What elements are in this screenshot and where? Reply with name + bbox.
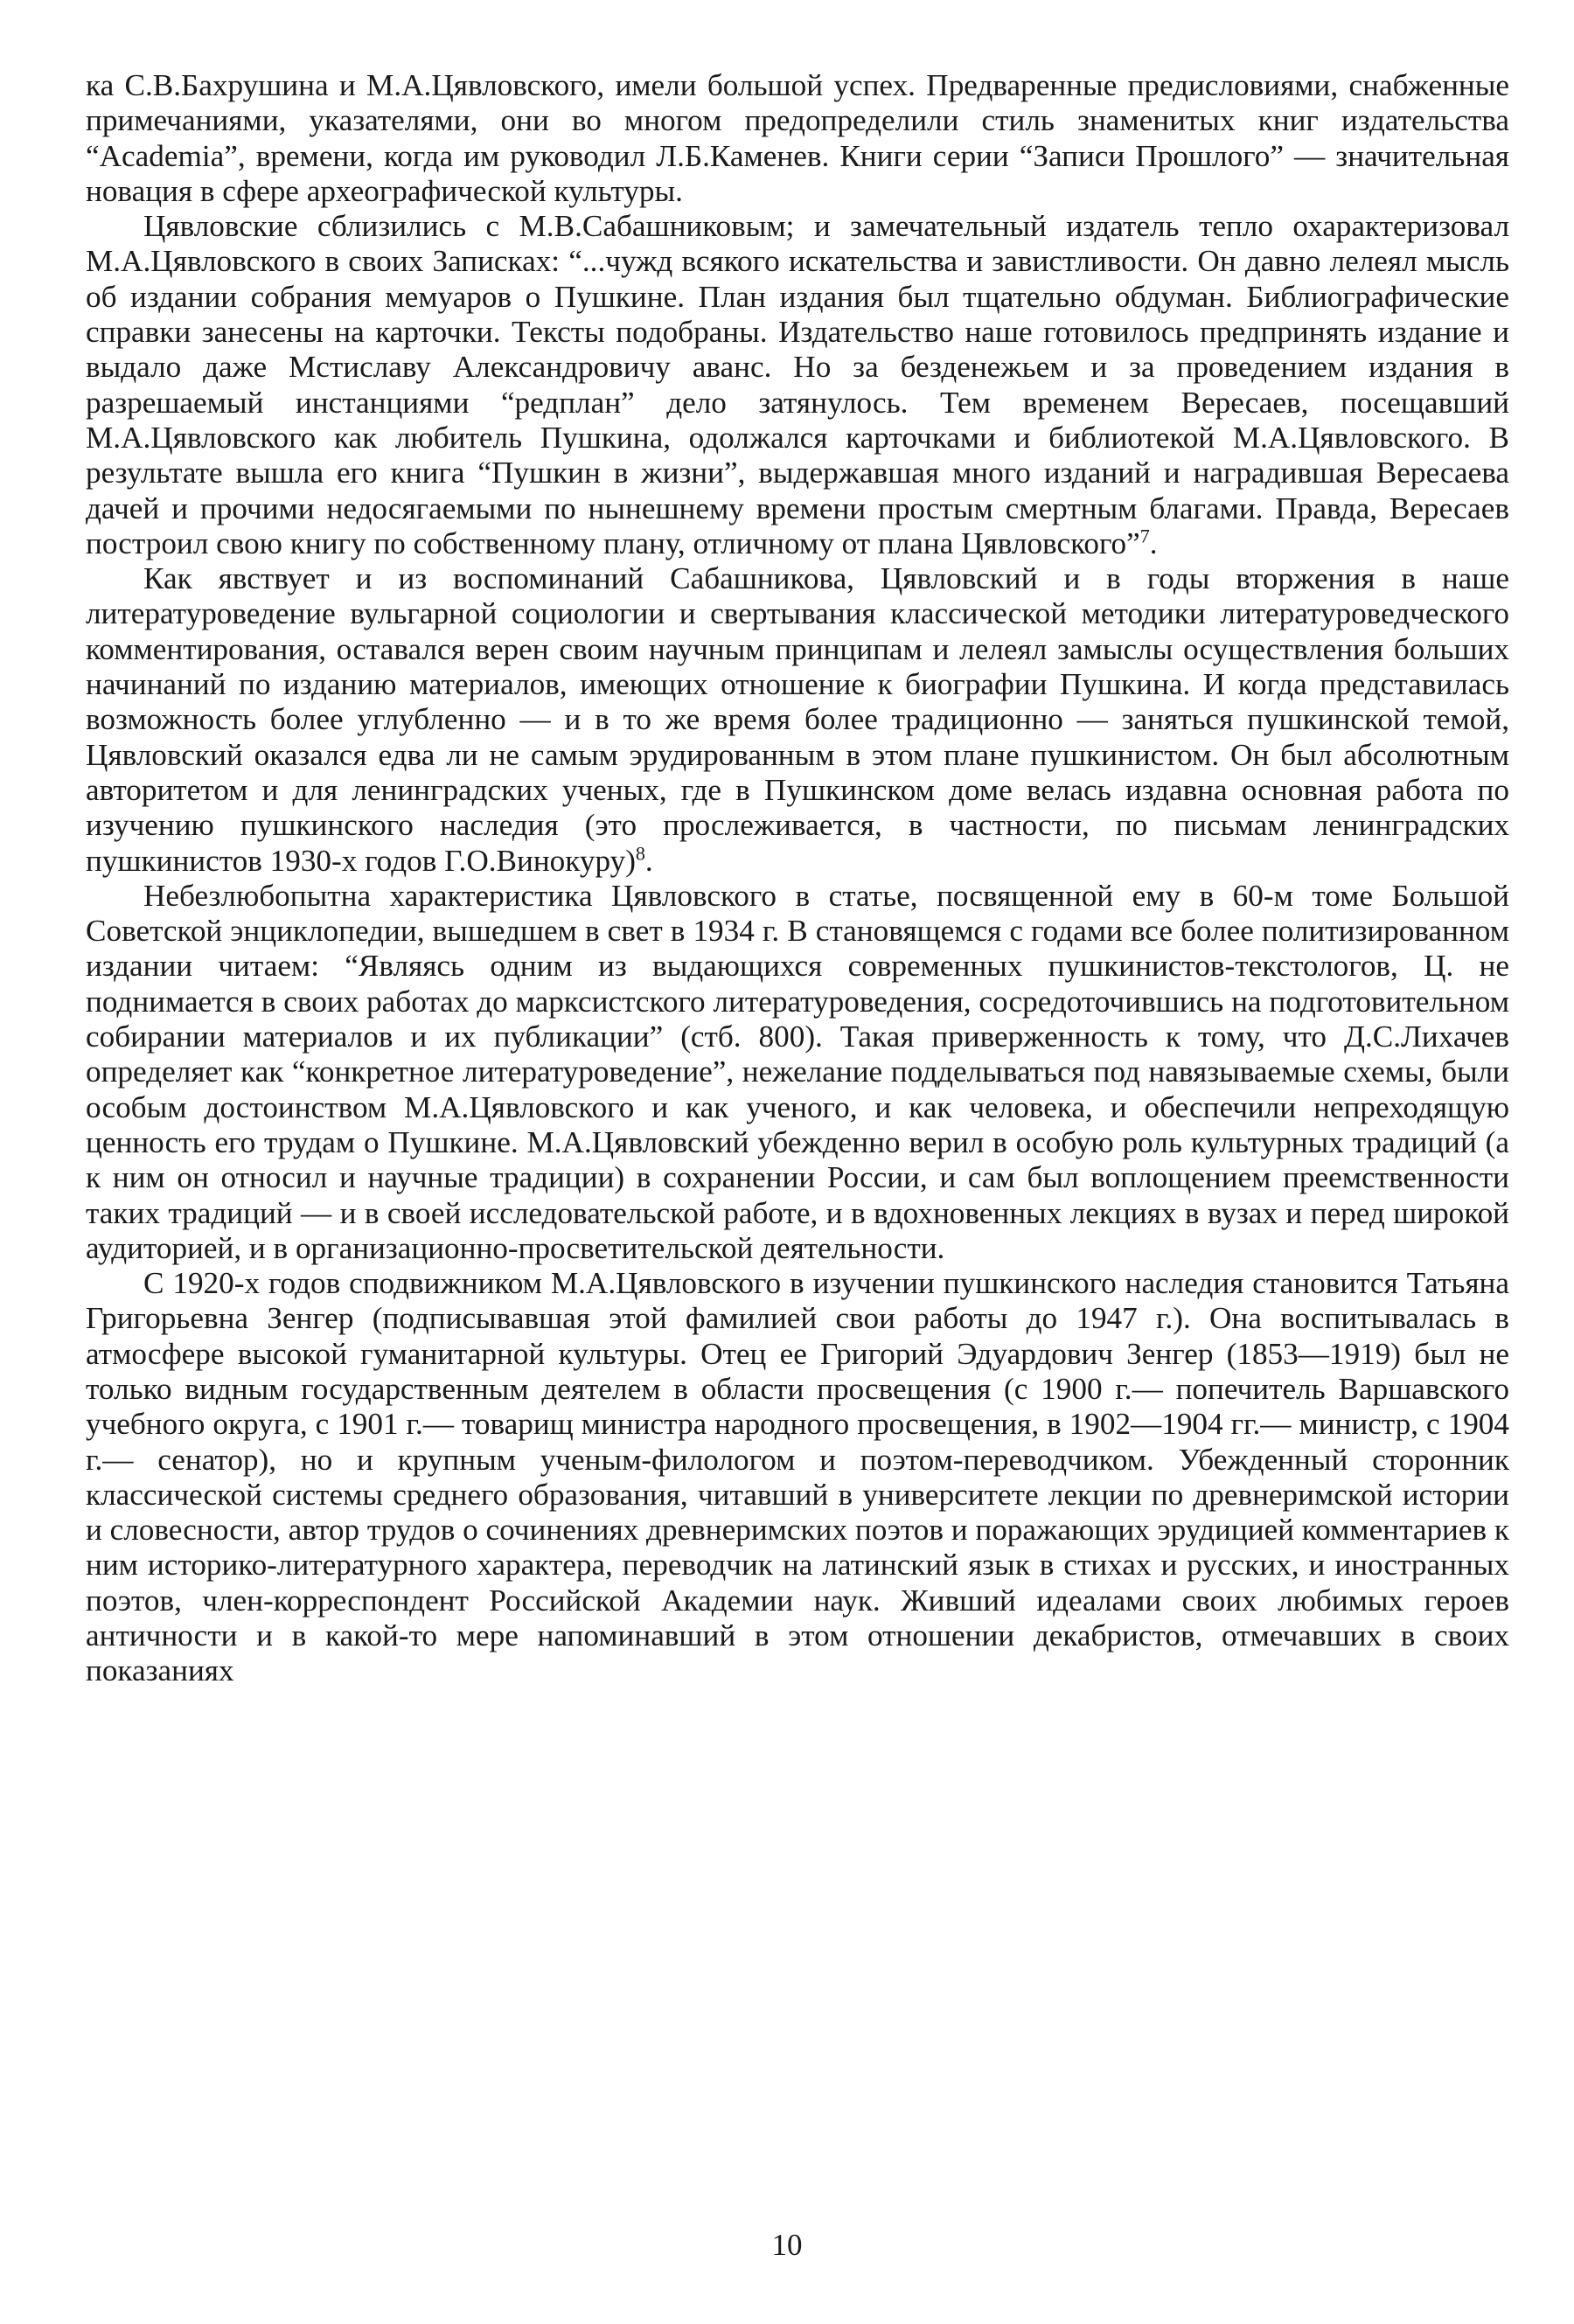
paragraph-zenger <box>86 1266 1509 1689</box>
paragraph-continued <box>86 68 1509 209</box>
paragraph-text: Цявловские сблизились с М.В.Сабашниковым; и замечательный издатель тепло охарактеризовал М.А.Цявловского в своих Записках: “...чужд всякого искательства и завистливости. Он давно лелеял мысль об издании собрания мемуаров о Пушкине. План издания был тщательно обдуман. Библиографические справки занесены на карточки. Тексты подобраны. Издательство наше готовилось предпринять издание и выдало даже Мстиславу Александровичу аванс. Но за безденежьем и за проведением издания в разрешаемый инстанциями “редплан” дело затянулось. Тем временем Вересаев, посещавший М.А.Цявловского как любитель Пушкина, одолжался карточками и библиотекой М.А.Цявловского. В результате вышла его книга “Пушкин в жизни”, выдержавшая много изданий и наградившая Вересаева дачей и прочими недосягаемыми по нынешнему времени простым смертным благами. Правда, Вересаев построил свою книгу по собственному плану, отличному от плана Цявловского” <box>86 209 1509 560</box>
page-body <box>86 68 1509 1689</box>
page-number: 10 <box>771 2228 803 2262</box>
paragraph-text: Как явствует и из воспоминаний Сабашникова, Цявловский и в годы вторжения в наше литературоведение вульгарной социологии и свертывания классической методики литературоведческого комментирования, оставался верен своим научным принципам и лелеял замыслы осуществления больших начинаний по изданию материалов, имеющих отношение к биографии Пушкина. И когда представилась возможность более углубленно — и в то же время более традиционно — заняться пушкинской темой, Цявловский оказался едва ли не самым эрудированным в этом плане пушкинистом. Он был абсолютным авторитетом и для ленинградских ученых, где в Пушкинском доме велась издавна основная работа по изучению пушкинского наследия (это прослеживается, в частности, по письмам ленинградских пушкинистов 1930-х годов Г.О.Винокуру) <box>86 561 1509 878</box>
paragraph-text: С 1920-х годов сподвижником М.А.Цявловского в изучении пушкинского наследия становится Татьяна Григорьевна Зенгер (подписывавшая этой фамилией свои работы до 1947 г.). Она воспитывалась в атмосфере высокой гуманитарной культуры. Отец ее Григорий Эдуардович Зенгер (1853—1919) был не только видным государственным деятелем в области просвещения (с 1900 г.— попечитель Варшавского учебного округа, с 1901 г.— товарищ министра народного просвещения, в 1902—1904 гг.— министр, с 1904 г.— сенатор), но и крупным ученым-филологом и поэтом-переводчиком. Убежденный сторонник классической системы среднего образования, читавший в университете лекции по древнеримской истории и словесности, автор трудов о сочинениях древнеримских поэтов и поражающих эрудицией комментариев к ним историко-литературного характера, переводчик на латинский язык в стихах и русских, и иностранных поэтов, член-корреспондент Российской Академии наук. Живший идеалами своих любимых героев античности и в какой-то мере напоминавший в этом отношении декабристов, отмечавших в своих показаниях <box>86 1266 1509 1688</box>
paragraph-tail: . <box>644 843 653 878</box>
paragraph-sabashnikov <box>86 209 1509 561</box>
paragraph-memoirs <box>86 561 1509 879</box>
footnote-marker[interactable]: 7 <box>1139 525 1150 547</box>
paragraph-encyclopedia <box>86 879 1509 1266</box>
paragraph-text: Небезлюбопытна характеристика Цявловского в статье, посвященной ему в 60-м томе Большой Советской энциклопедии, вышедшем в свет в 1934 г. В становящемся с годами все более политизированном издании читаем: “Являясь одним из выдающихся современных пушкинистов-текстологов, Ц. не поднимается в своих работах до марксистского литературоведения, сосредоточившись на подготовительном собирании материалов и их публикации” (стб. 800). Такая приверженность к тому, что Д.С.Лихачев определяет как “конкретное литературоведение”, нежелание подделываться под навязываемые схемы, были особым достоинством М.А.Цявловского и как ученого, и как человека, и обеспечили непреходящую ценность его трудам о Пушкине. М.А.Цявловский убежденно верил в особую роль культурных традиций (а к ним он относил и научные традиции) в сохранении России, и сам был воплощением преемственности таких традиций — и в своей исследовательской работе, и в вдохновенных лекциях в вузах и перед широкой аудиторией, и в организационно-просветительской деятельности. <box>86 878 1509 1265</box>
footnote-marker[interactable]: 8 <box>635 841 645 864</box>
paragraph-text: ка С.В.Бахрушина и М.А.Цявловского, имели большой успех. Предваренные предисловиями, снабженные примечаниями, указателями, они во многом предопределили стиль знаменитых книг издательства “Academia”, времени, когда им руководил Л.Б.Каменев. Книги серии “Записи Прошлого” — значительная новация в сфере археографической культуры. <box>86 68 1509 208</box>
paragraph-tail: . <box>1149 525 1158 560</box>
